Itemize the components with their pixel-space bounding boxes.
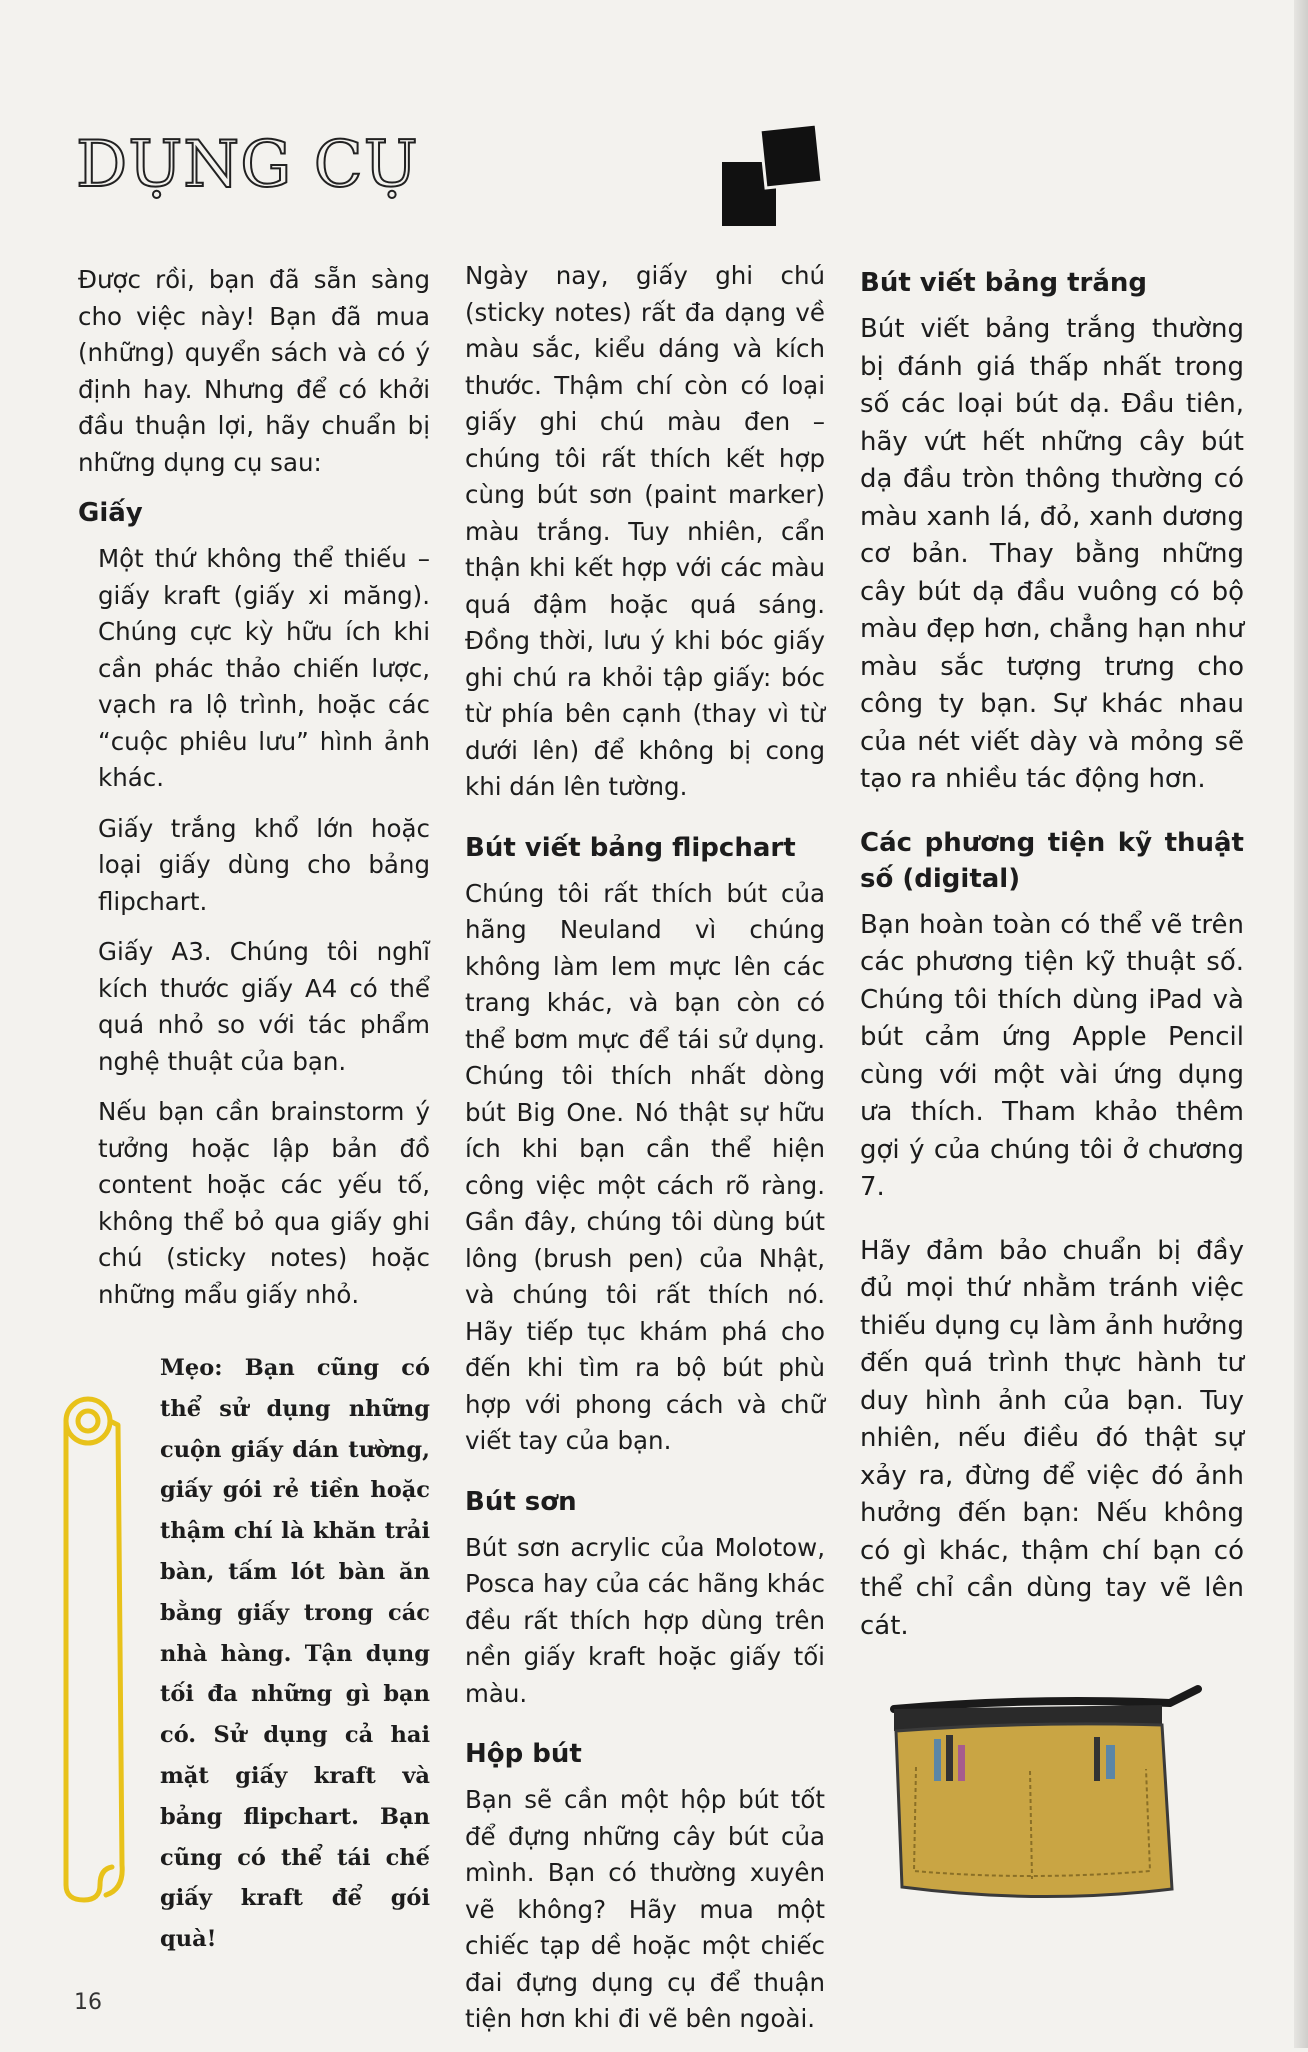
section-heading-pen-case: Hộp bút bbox=[465, 1739, 582, 1769]
section-heading-paint-markers: Bút sơn bbox=[465, 1486, 577, 1517]
digital-paragraph: Bạn hoàn toàn có thể vẽ trên các phương tiện kỹ thuật số. Chúng tôi thích dùng iPad và bút cảm ứng Apple Pencil cùng với một vài ứng dụng ưa thích. Tham khảo thêm gợi ý của chúng tôi ở chương 7. bbox=[860, 909, 1244, 1202]
paint-markers-paragraph: Bút sơn acrylic của Molotow, Posca hay của các hãng khác đều rất thích hợp dùng trên nền giấy kraft hoặc giấy tối màu. bbox=[465, 1532, 825, 1708]
tool-apron-icon bbox=[880, 1675, 1210, 1905]
paper-paragraph: Giấy trắng khổ lớn hoặc loại giấy dùng cho bảng flipchart. bbox=[98, 813, 430, 916]
page-number: 16 bbox=[74, 1990, 102, 2015]
tip-callout: Mẹo: Bạn cũng có thể sử dụng những cuộn giấy dán tường, giấy gói rẻ tiền hoặc thậm chí là khăn trải bàn, tấm lót bàn ăn bằng giấy trong các nhà hàng. Tận dụng tối đa những gì bạn có. Sử dụng cả hai mặt giấy kraft và bảng flipchart. Bạn cũng có thể tái chế giấy kraft để gói quà! bbox=[160, 1355, 430, 1953]
column-paper bbox=[78, 262, 430, 1327]
sticky-notes-icon bbox=[720, 124, 824, 232]
paper-paragraph: Giấy A3. Chúng tôi nghĩ kích thước giấy A4 có thể quá nhỏ so với tác phẩm nghệ thuật của bạn. bbox=[98, 937, 430, 1076]
closing-paragraph: Hãy đảm bảo chuẩn bị đầy đủ mọi thứ nhằm tránh việc thiếu dụng cụ làm ảnh hưởng đến quá trình thực hành tư duy hình ảnh của bạn. Tuy nhiên, nếu điều đó thật sự xảy ra, đừng để việc đó ảnh hưởng đến bạn: Nếu không có gì khác, thậm chí bạn có thể chỉ cần dùng tay vẽ lên cát. bbox=[860, 1235, 1244, 1641]
paper-scroll-icon bbox=[62, 1395, 152, 1905]
page-edge-shadow bbox=[1294, 0, 1308, 2048]
column-whiteboard-digital bbox=[860, 265, 1244, 1659]
sticky-notes-paragraph: Ngày nay, giấy ghi chú (sticky notes) rất đa dạng về màu sắc, kiểu dáng và kích thước. Thậm chí còn có loại giấy ghi chú màu đen – chúng tôi rất thích kết hợp cùng bút sơn (paint marker) màu trắng. Tuy nhiên, cẩn thận khi kết hợp với các màu quá đậm hoặc quá sáng. Đồng thời, lưu ý khi bóc giấy ghi chú ra khỏi tập giấy: bóc từ phía bên cạnh (thay vì từ dưới lên) để không bị cong khi dán lên tường. bbox=[465, 261, 825, 801]
page-title: DỤNG CỤ bbox=[76, 128, 419, 202]
pen-case-paragraph: Bạn sẽ cần một hộp bút tốt để đựng những cây bút của mình. Bạn có thường xuyên vẽ không? Hãy mua một chiếc tạp dề hoặc một chiếc đai đựng dụng cụ để thuận tiện hơn khi đi vẽ bên ngoài. bbox=[465, 1785, 825, 2033]
flipchart-markers-paragraph: Chúng tôi rất thích bút của hãng Neuland vì chúng không làm lem mực lên các trang khác, và bạn còn có thể bơm mực để tái sử dụng. Chúng tôi thích nhất dòng bút Big One. Nó thật sự hữu ích khi bạn cần thể hiện công việc một cách rõ ràng. Gần đây, chúng tôi dùng bút lông (brush pen) của Nhật, và chúng tôi rất thích nó. Hãy tiếp tục khám phá cho đến khi tìm ra bộ bút phù hợp với phong cách và chữ viết tay của bạn. bbox=[465, 878, 825, 1455]
section-heading-flipchart-markers: Bút viết bảng flipchart bbox=[465, 832, 796, 863]
intro-paragraph: Được rồi, bạn đã sẵn sàng cho việc này! Bạn đã mua (những) quyển sách và có ý định hay. Nhưng để có khởi đầu thuận lợi, hãy chuẩn bị những dụng cụ sau: bbox=[78, 265, 430, 477]
section-heading-paper: Giấy bbox=[78, 498, 143, 528]
whiteboard-markers-paragraph: Bút viết bảng trắng thường bị đánh giá thấp nhất trong số các loại bút dạ. Đầu tiên, hãy vứt hết những cây bút dạ đầu tròn thông thường có màu xanh lá, đỏ, xanh dương cơ bản. Thay bằng những cây bút dạ đầu vuông có bộ màu đẹp hơn, chẳng hạn như màu sắc tượng trưng cho công ty bạn. Sự khác nhau của nét viết dày và mỏng sẽ tạo ra nhiều tác động hơn. bbox=[860, 314, 1244, 794]
column-markers bbox=[465, 258, 825, 2052]
paper-paragraph: Một thứ không thể thiếu – giấy kraft (giấy xi măng). Chúng cực kỳ hữu ích khi cần phác thảo chiến lược, vạch ra lộ trình, hoặc các “cuộc phiêu lưu” hình ảnh khác. bbox=[98, 544, 430, 792]
section-heading-digital: Các phương tiện kỹ thuật số (digital) bbox=[860, 827, 1244, 894]
paper-paragraph: Nếu bạn cần brainstorm ý tưởng hoặc lập bản đồ content hoặc các yếu tố, không thể bỏ qua giấy ghi chú (sticky notes) hoặc những mẩu giấy nhỏ. bbox=[98, 1097, 430, 1309]
section-heading-whiteboard-markers: Bút viết bảng trắng bbox=[860, 268, 1148, 298]
